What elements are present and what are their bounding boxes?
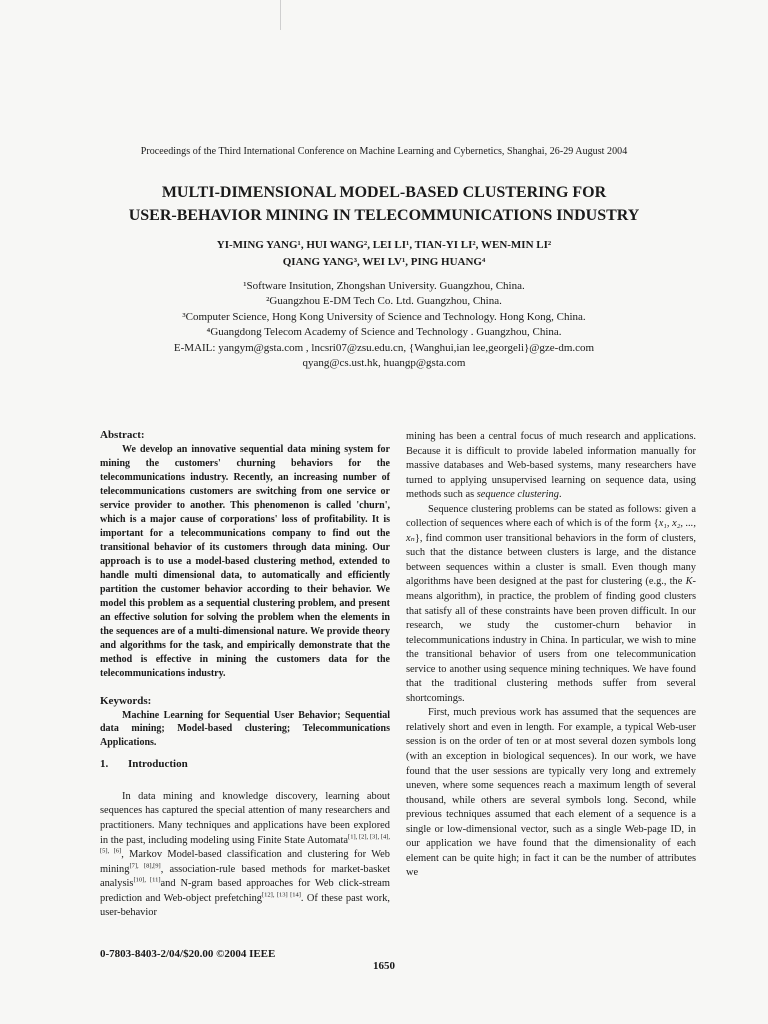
sequence-formula: x₁, x₂, ..., xₙ (406, 518, 696, 544)
section-number: 1. (100, 758, 109, 771)
citation-ref: [10], [11] (133, 876, 161, 884)
intro-text-a: In data mining and knowledge discovery, learning about sequences has captured the special attention of many researchers and practitioners. Many techniques and applications have been explored in the past, including modeling using Finite State Automata (100, 790, 390, 846)
right-p1-end: . (558, 489, 562, 501)
abstract-text: We develop an innovative sequential data mining system for mining the customers' churning behaviors for the telecommunications industry. Recently, an increasing number of telecommunications customers are switching from one service or service provider to another. This phenomenon is called 'churn', which is a major cause of corporations' loss of profitability. It is important for a telecommunications company to find out the transitional behavior of its customers through data mining. Our approach is to use a model-based clustering method, extended to handle multi dimensional data, to automatically and efficiently partition the customer behavior according to their behavior. We model this problem as a sequential clustering problem, and present an effective solution for solving the problem when the elements in the sequences are of a multi-dimensional nature. We provide theory and algorithms for the task, and empirically demonstrate that the method is effective in mining the customers data for the telecommunications industry. (100, 443, 390, 680)
email-line-2: qyang@cs.ust.hk, huangp@gsta.com (302, 357, 466, 370)
right-p2-text-c: -means algorithm), in practice, the problem of finding good clusters that satisfy all of these constraints have been proven difficult. In our research, we study the customer-churn behavior in telecommunications industry in China. In particular, we wish to mine the transitional behavior of users from one telecommunication service to another using sequence mining techniques. We have found that the traditional clustering methods suffer from several shortcomings. (406, 576, 696, 704)
author-list (60, 237, 708, 271)
right-column (406, 430, 696, 881)
k-variable: K (685, 576, 693, 588)
copyright-line: 0-7803-8403-2/04/$20.00 ©2004 IEEE (100, 948, 276, 960)
authors-line-1: YI-MING YANG¹, HUI WANG², LEI LI¹, TIAN-YI LI², WEN-MIN LI² (216, 239, 552, 251)
right-paragraph-2 (406, 503, 696, 707)
right-p2-text-b: }, find common user transitional behaviors in the form of clusters, such that the distance between clusters is large, and the distance between sequences within a cluster is small. Even though many algorithms have been designed at the past for clustering (e.g., the (406, 532, 696, 588)
left-column (100, 428, 390, 921)
intro-text-c: , association-rule based methods for market-basket analysis (100, 863, 390, 890)
scan-mark (280, 0, 281, 30)
citation-ref: [1], [2], [3], [4], [5], [6] (100, 833, 390, 855)
intro-text-b: , Markov Model-based classification and clustering for Web mining (100, 849, 390, 875)
abstract-heading: Abstract: (100, 429, 145, 441)
right-p1-emphasis: sequence clustering (476, 489, 559, 501)
page-number: 1650 (373, 960, 395, 972)
citation-ref: [12], [13] [14] (262, 891, 301, 899)
authors-line-2: QIANG YANG³, WEI LV¹, PING HUANG⁴ (282, 256, 486, 268)
right-paragraph-1 (406, 430, 696, 503)
affiliations (60, 279, 708, 371)
citation-ref: [7], [8],[9] (129, 862, 161, 870)
keywords-text: Machine Learning for Sequential User Behavior; Sequential data mining; Model-based clustering; Telecommunications Applications. (100, 709, 390, 748)
section-title: Introduction (128, 758, 188, 771)
email-line-1: E-MAIL: yangym@gsta.com , lncsri07@zsu.edu.cn, {Wanghui,ian lee,georgeli}@gze-dm.com (173, 341, 595, 354)
right-p2-text-a: Sequence clustering problems can be stated as follows: given a collection of sequences where each of which is of the form { (406, 503, 696, 530)
proceedings-header: Proceedings of the Third International Conference on Machine Learning and Cybernetics, Shanghai, 26-29 August 2004 (140, 146, 628, 157)
affiliation-3: ³Computer Science, Hong Kong University of Science and Technology. Hong Kong, China. (182, 310, 586, 323)
title-line-1: MULTI-DIMENSIONAL MODEL-BASED CLUSTERING FOR (161, 184, 607, 201)
affiliation-4: ⁴Guangdong Telecom Academy of Science and Technology . Guangzhou, China. (206, 326, 562, 339)
introduction-heading (100, 757, 390, 772)
affiliation-2: ²Guangzhou E-DM Tech Co. Ltd. Guangzhou, China. (266, 295, 502, 308)
affiliation-1: ¹Software Insitution, Zhongshan University. Guangzhou, China. (243, 280, 525, 292)
intro-text-e: . Of these past work, user-behavior (100, 892, 390, 919)
right-paragraph-3: First, much previous work has assumed that the sequences are relatively short and even in length. For example, a typical Web-user session is on the order of ten or at most several dozen symbols long (with an exception in biological sequences). In our work, we have found that the user sessions are typically very long and extremely uneven, where some sequences reach a maximum length of several thousand, while others are several symbols long. Second, while previous techniques assumed that each element of a sequence is a single or low-dimensional vector, such as a single Web-page ID, in our application we have found that the dimensionality of each element can be quite high; in fact it can be the number of attributes we (406, 707, 696, 879)
introduction-paragraph (100, 790, 390, 921)
intro-text-d: and N-gram based approaches for Web click-stream prediction and Web-object prefetching (100, 878, 390, 904)
title-line-2: USER-BEHAVIOR MINING IN TELECOMMUNICATIONS INDUSTRY (128, 207, 640, 224)
paper-title (60, 181, 708, 227)
keywords-heading: Keywords: (100, 695, 152, 708)
right-p1-text: mining has been a central focus of much research and applications. Because it is difficult to provide labeled information manually for massive databases and Web-based systems, many researchers have turned to applying unsupervised learning on sequence data, using methods such as (406, 431, 696, 501)
